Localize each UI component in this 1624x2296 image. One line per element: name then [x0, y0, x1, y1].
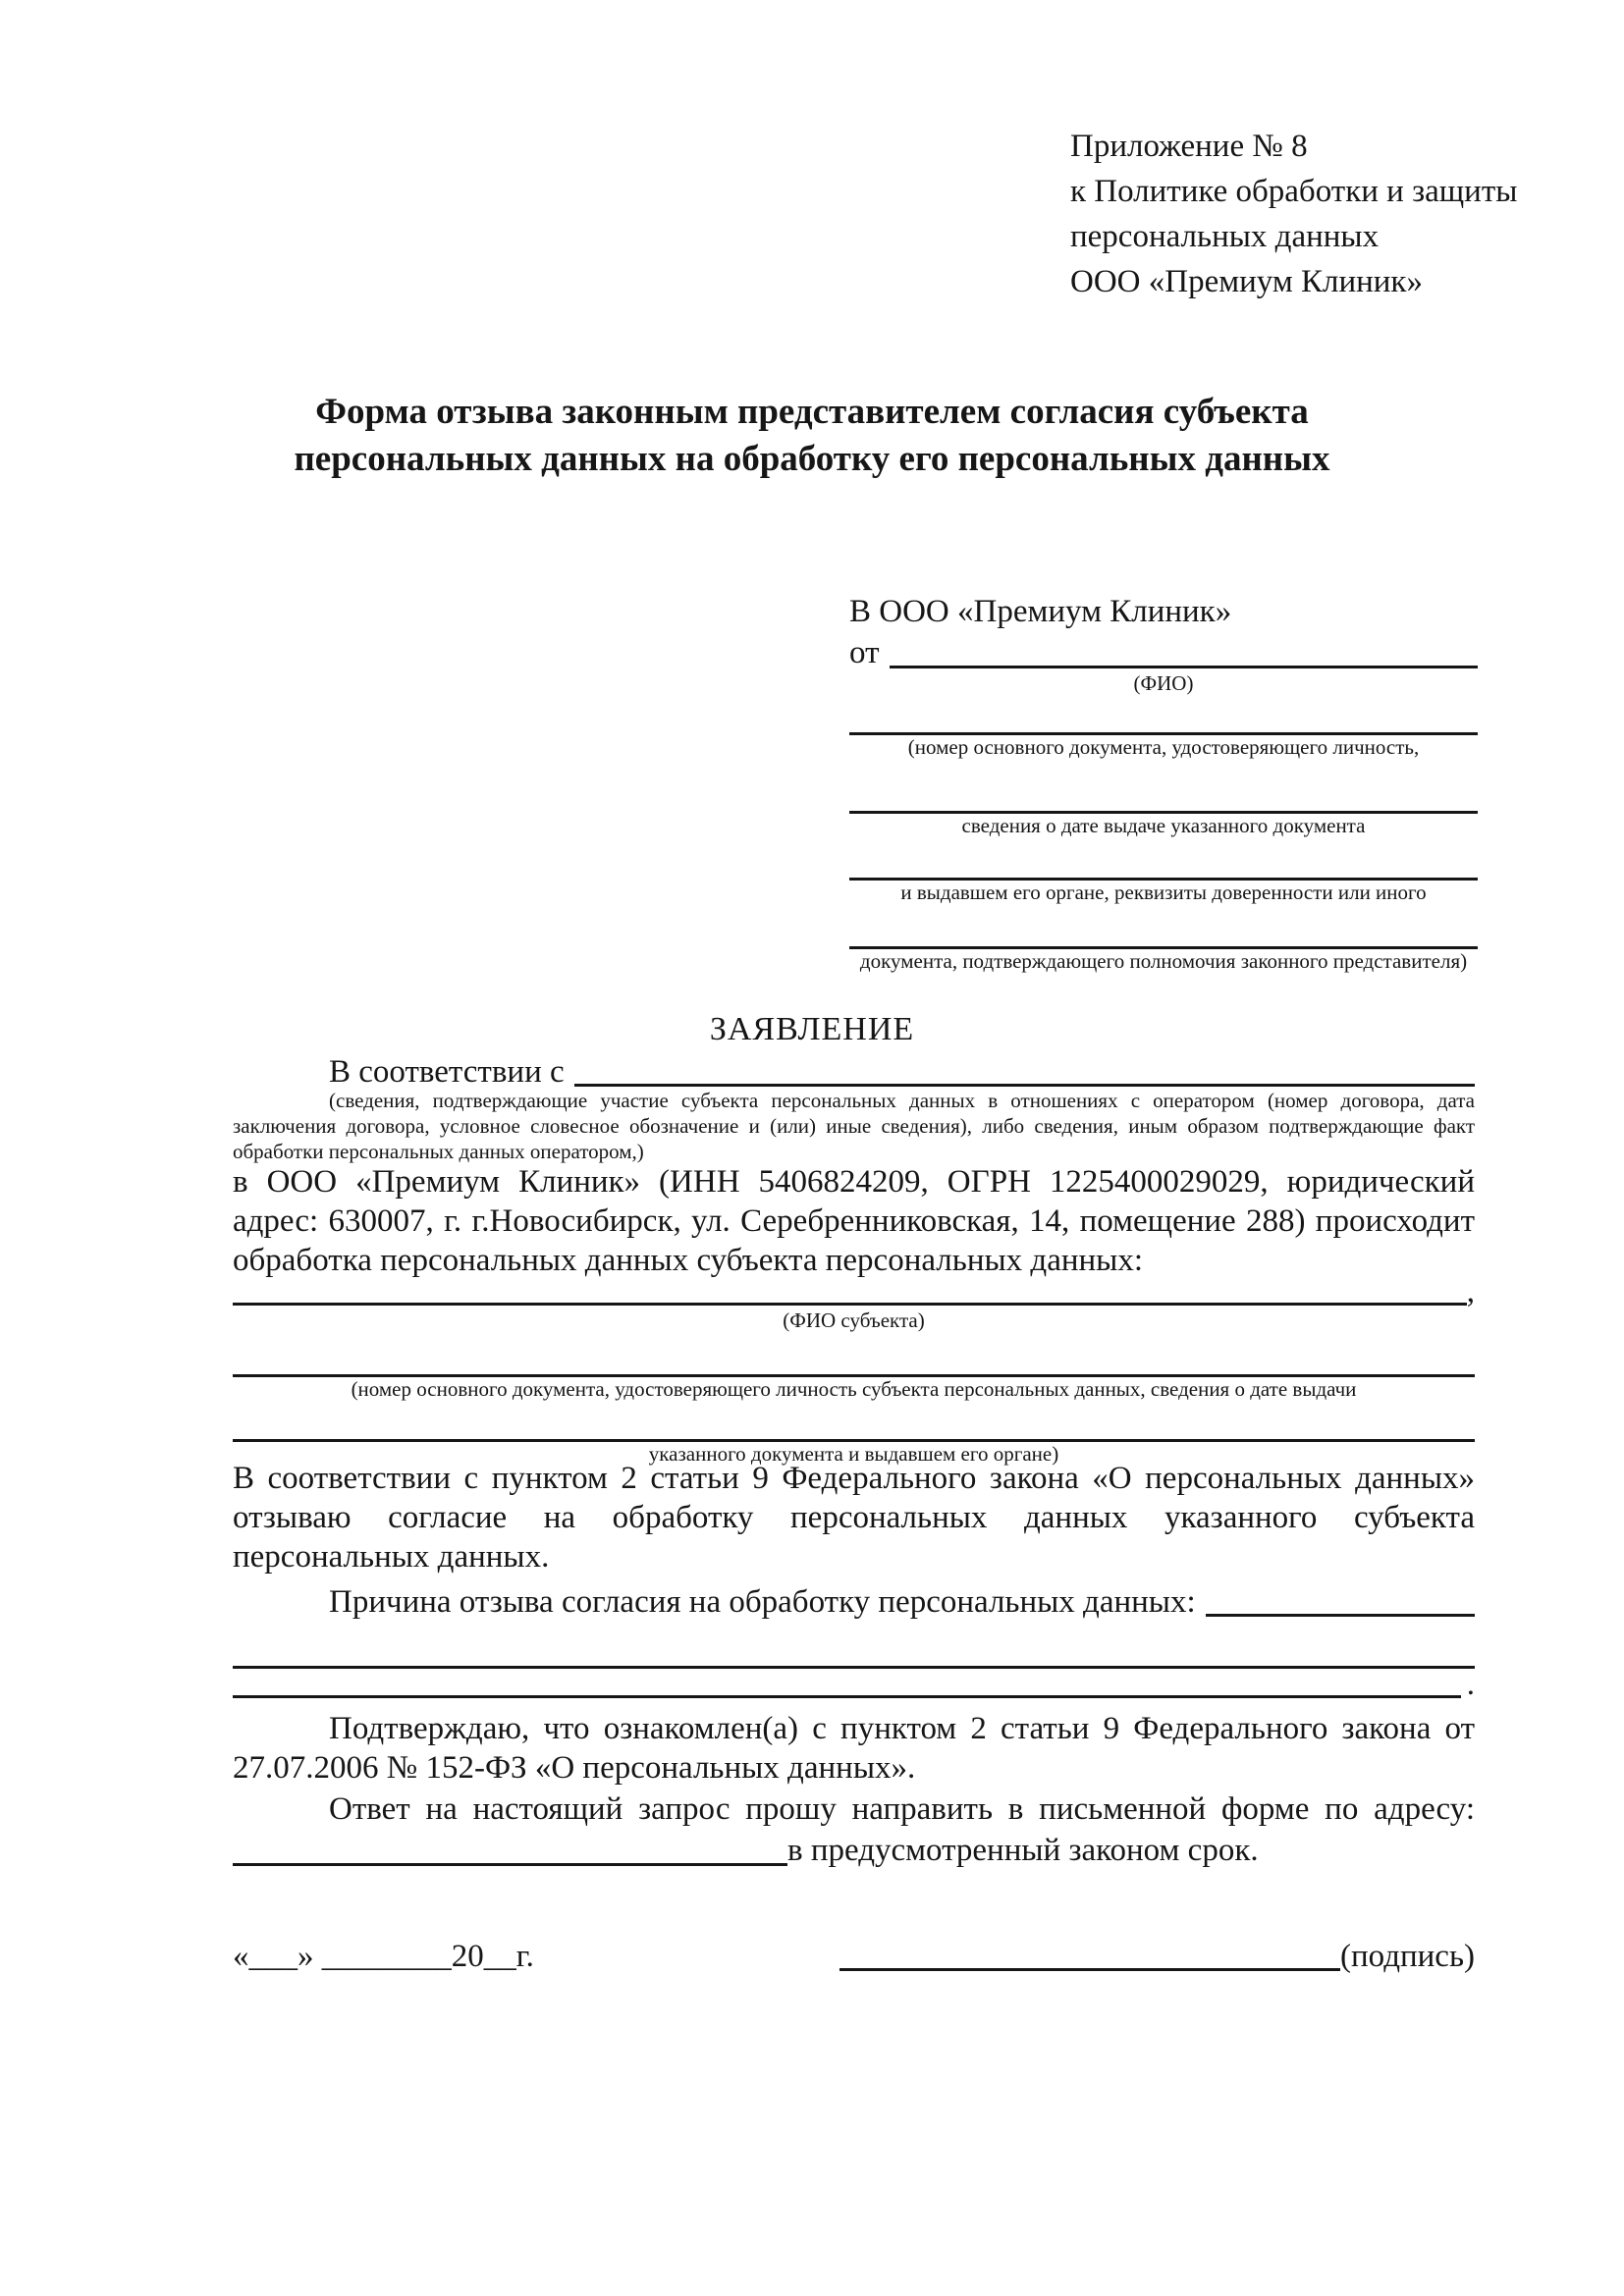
reply-block	[233, 1789, 1475, 1870]
subject-fio-fill-line	[233, 1303, 1467, 1306]
field-caption: (номер основного документа, удостоверяющего личность,	[907, 735, 1420, 759]
blank-field-line	[849, 838, 1478, 881]
blank-field-line	[849, 905, 1478, 949]
blank-field-line	[849, 760, 1478, 814]
reason-prefix: Причина отзыва согласия на обработку персональных данных:	[329, 1584, 1196, 1620]
addressee-block	[849, 589, 1478, 974]
appendix-header-line: ООО «Премиум Клиник»	[1070, 264, 1423, 299]
appendix-header-line: к Политике обработки и защиты	[1070, 174, 1518, 209]
comma-after-line: ,	[1466, 1274, 1475, 1309]
signature-row	[233, 1936, 1475, 1977]
reply-address-row	[233, 1829, 1475, 1870]
page-title-line: персональных данных на обработку его персональных данных	[294, 439, 1330, 479]
blank-field-line	[233, 1695, 1461, 1698]
appendix-header-line: персональных данных	[1070, 219, 1380, 254]
reply-paragraph: Ответ на настоящий запрос прошу направить в письменной форме по адресу:	[329, 1791, 1475, 1827]
fio-caption: (ФИО)	[1133, 671, 1194, 695]
addressee-to: В ООО «Премиум Клиник»	[849, 594, 1232, 629]
blank-field-line-row	[233, 1667, 1475, 1702]
signature-fill-line	[839, 1968, 1340, 1971]
blank-field-line	[233, 1333, 1475, 1377]
withdraw-paragraph: В соответствии с пунктом 2 статьи 9 Федерального закона «О персональных данных» отзываю согласие на обработку персональных данных указанного субъекта персональных данных.	[233, 1461, 1475, 1575]
reply-address-fill-line	[233, 1863, 787, 1866]
subject-doc-caption: указанного документа и выдавшем его органе)	[648, 1442, 1059, 1466]
subject-doc-caption: (номер основного документа, удостоверяющего личность субъекта персональных данных, сведения о дате выдачи	[351, 1377, 1357, 1401]
subject-fields-group	[233, 1274, 1475, 1467]
subject-fio-caption: (ФИО субъекта)	[783, 1308, 925, 1332]
reason-fill-line	[1206, 1614, 1475, 1617]
field-caption: сведения о дате выдаче указанного документа	[961, 814, 1366, 837]
signature-caption: (подпись)	[1340, 1939, 1475, 1974]
operator-paragraph: в ООО «Премиум Клиник» (ИНН 5406824209, ОГРН 1225400029029, юридический адрес: 630007, г. г.Новосибирск, ул. Серебренниковская, 14, помещение 288) происходит обработка персональных данных субъекта персональных данных:	[233, 1164, 1475, 1278]
statement-heading: ЗАЯВЛЕНИЕ	[709, 1011, 915, 1047]
page-title-line: Форма отзыва законным представителем согласия субъекта	[315, 392, 1309, 432]
blank-field-line	[233, 1624, 1475, 1669]
page-title	[0, 389, 1624, 483]
field-caption: и выдавшем его органе, реквизиты доверенности или иного	[900, 881, 1427, 904]
in-accordance-row	[233, 1048, 1475, 1092]
reason-row	[233, 1578, 1475, 1622]
period-after-line: .	[1466, 1667, 1475, 1702]
confirm-paragraph: Подтверждаю, что ознакомлен(а) с пунктом 2 статьи 9 Федерального закона от 27.07.2006 № 152-ФЗ «О персональных данных».	[233, 1711, 1475, 1786]
in-accordance-fill-line	[574, 1084, 1475, 1087]
from-label: от	[849, 635, 880, 670]
in-accordance-prefix: В соответствии с	[329, 1054, 565, 1090]
date-line: «___» ________20__г.	[233, 1939, 534, 1974]
reason-blank-lines	[233, 1624, 1475, 1701]
field-caption: документа, подтверждающего полномочия законного представителя)	[859, 949, 1468, 973]
reply-suffix: в предусмотренный законом срок.	[787, 1833, 1259, 1868]
appendix-header-line: Приложение № 8	[1070, 129, 1308, 164]
appendix-header	[1070, 124, 1517, 304]
signature-field	[839, 1936, 1475, 1977]
accordance-note: (сведения, подтверждающие участие субъекта персональных данных в отношениях с оператором (номер договора, дата заключения договора, условное словесное обозначение и (или) иные сведения), либо сведения, иным образом подтверждающие факт обработки персональных данных оператором,)	[233, 1089, 1475, 1163]
from-fill-line	[890, 666, 1479, 668]
from-field-row	[849, 634, 1478, 671]
subject-fio-line-row	[233, 1274, 1475, 1309]
blank-field-line	[849, 696, 1478, 735]
blank-field-line	[233, 1402, 1475, 1442]
